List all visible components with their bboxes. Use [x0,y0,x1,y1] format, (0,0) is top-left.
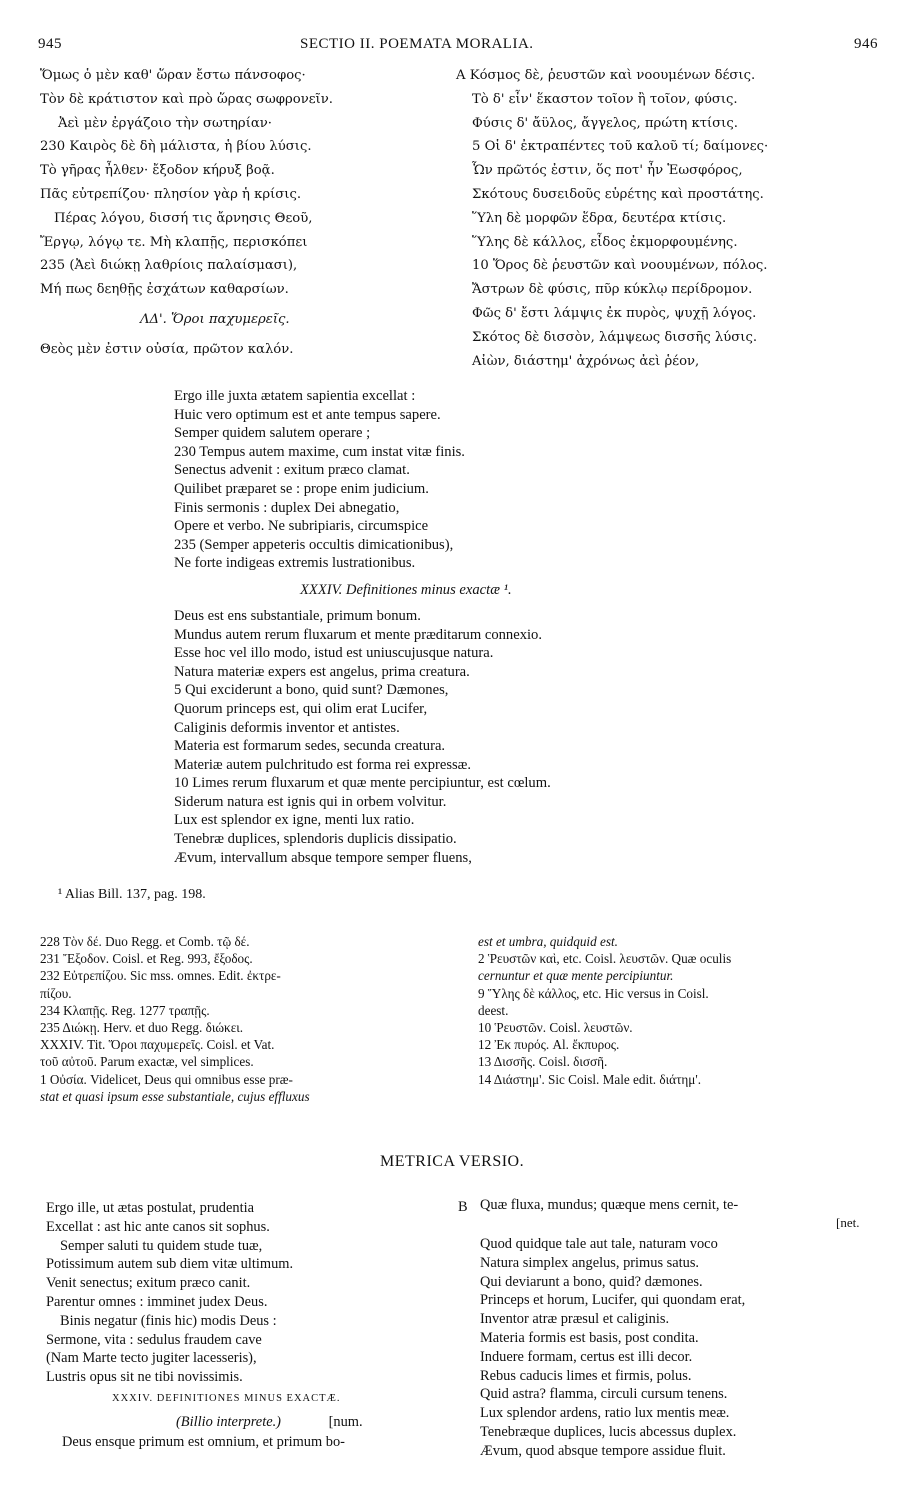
latin-line: Materiæ autem pulchritudo est forma rei expressæ. [174,756,472,773]
verse-line: Deus ensque primum est omnium, et primum bo- [62,1433,345,1450]
note-line: cernuntur et quæ mente percipiuntur. [478,968,674,984]
latin-line: Natura materiæ expers est angelus, prima creatura. [174,663,470,680]
latin-line: Ævum, intervallum absque tempore semper fluens, [174,849,472,866]
greek-line: Ὕλη δὲ μορφῶν ἕδρα, δευτέρα κτίσις. [472,210,727,226]
verse-line: Quod quidque tale aut tale, naturam voco [480,1236,718,1252]
latin-line: 230 Tempus autem maxime, cum instat vitæ finis. [174,443,465,460]
greek-line: 230 Καιρὸς δὲ δὴ μάλιστα, ἡ βίου λύσις. [40,139,312,155]
latin-line: Tenebræ duplices, splendoris duplicis dissipatio. [174,831,457,848]
latin-line: Opere et verbo. Ne subripiaris, circumspice [174,518,429,535]
greek-left-column [40,64,460,362]
latin-line: Siderum natura est ignis qui in orbem volvitur. [174,793,447,810]
greek-line: 5 Οἱ δ' ἐκτραπέντες τοῦ καλοῦ τί; δαίμονες· [472,139,769,155]
verse-line: Ævum, quod absque tempore assidue fluit. [480,1442,726,1459]
latin-line: Materia est formarum sedes, secunda creatura. [174,738,446,755]
note-line: 228 Τὸν δέ. Duo Regg. et Comb. τῷ δέ. [40,934,250,949]
note-line: τοῦ αὐτοῦ. Parum exactæ, vel simplices. [40,1054,254,1070]
metrica-section-title: XXXIV. DEFINITIONES MINUS EXACTÆ. [112,1392,341,1404]
verse-line: Materia formis est basis, post condita. [480,1329,699,1346]
greek-line: Ὕλης δὲ κάλλος, εἶδος ἐκμορφουμένης. [472,234,738,250]
verse-line: Princeps et horum, Lucifer, qui quondam erat, [480,1292,746,1309]
verse-line: Rebus caducis limes et firmis, polus. [480,1367,692,1384]
greek-line: Σκότος δὲ δισσὸν, λάμψεως δισσῆς λύσις. [472,329,758,345]
page-number-right: 946 [854,36,878,52]
interpreter-note: (Billio interprete.) [176,1413,281,1430]
note-line: πίζου. [40,985,72,1001]
greek-line: Τὸ γῆρας ἦλθεν· ἔξοδον κήρυξ βοᾷ. [40,163,275,179]
note-line: 235 Διώκῃ. Herv. et duo Regg. διώκει. [40,1019,244,1035]
greek-line: Ἀεὶ μὲν ἐργάζοιο τὴν σωτηρίαν· [58,115,272,131]
verse-line: Natura simplex angelus, primus satus. [480,1254,700,1271]
greek-right-column [456,64,876,373]
greek-line: 10 Ὅρος δὲ ῥευστῶν καὶ νοουμένων, πόλος. [472,258,768,274]
greek-line: Πέρας λόγου, δισσή τις ἄρνησις Θεοῦ, [54,210,313,226]
latin-line: 235 (Semper appeteris occultis dimicationibus), [174,536,454,553]
greek-line: Τὸν δὲ κράτιστον καὶ πρὸ ὥρας σωφρονεῖν. [40,91,333,107]
note-line: 13 Δισσῆς. Coisl. δισσῆ. [478,1054,608,1070]
greek-line: 235 (Ἀεὶ διώκῃ λαθρίοις παλαίσμασι), [40,258,298,274]
note-line: 234 Κλαπῇς. Reg. 1277 τραπῇς. [40,1002,210,1018]
verse-line: Sermone, vita : sedulus fraudem cave [46,1331,262,1348]
greek-line: Ὧν πρῶτός ἐστιν, ὅς ποτ' ἦν Ἑωσφόρος, [472,163,743,179]
verse-line: (Nam Marte tecto jugiter lacesseris), [46,1350,257,1367]
note-line: 231 Ἔξοδον. Coisl. et Reg. 993, ἔξοδος. [40,951,253,967]
note-line: 10 Ῥευστῶν. Coisl. λευστῶν. [478,1019,633,1035]
greek-line: Ἔργῳ, λόγῳ τε. Μὴ κλαπῇς, περισκόπει [40,234,308,250]
greek-line: Φύσις δ' ἄϋλος, ἄγγελος, πρώτη κτίσις. [472,115,738,131]
greek-line: Ἄστρων δὲ φύσις, πῦρ κύκλῳ περίδρομον. [472,282,753,298]
latin-line: Ne forte indigeas extremis lustrationibus. [174,555,416,572]
note-line: 232 Εὐτρεπίζου. Sic mss. omnes. Edit. ἐκτρε- [40,968,281,984]
note-line: 2 Ῥευστῶν καὶ, etc. Coisl. λευστῶν. Quæ oculis [478,951,732,967]
latin-line: Huic vero optimum est et ante tempus sapere. [174,406,441,423]
verse-line: Excellat : ast hic ante canos sit sophus. [46,1218,270,1235]
interpreter-continuation: [num. [328,1413,363,1430]
metrica-left-column [46,1199,456,1452]
greek-section-title: ΛΔ'. Ὅροι παχυμερεῖς. [140,311,290,327]
verse-line: Induere formam, certus est illi decor. [480,1348,693,1365]
verse-line: Quæ fluxa, mundus; quæque mens cernit, te- [480,1197,739,1213]
verse-line: Binis negatur (finis hic) modis Deus : [60,1312,277,1329]
greek-line: Σκότους δυσειδοῦς εὑρέτης καὶ προστάτης. [472,186,764,202]
latin-line: Deus est ens substantiale, primum bonum. [174,607,421,624]
latin-line: Lux est splendor ex igne, menti lux ratio. [174,812,415,829]
verse-line: Semper saluti tu quidem stude tuæ, [60,1237,263,1254]
metrica-right-column [480,1235,890,1461]
alias-footnote: ¹ Alias Bill. 137, pag. 198. [58,887,206,902]
metrica-title: METRICA VERSIO. [380,1153,525,1170]
latin-line: 10 Limes rerum fluxarum et quæ mente percipiuntur, est cœlum. [174,775,551,792]
latin-section-title: XXXIV. Definitiones minus exactæ ¹. [300,581,512,598]
note-line: deest. [478,1002,509,1018]
greek-line: Θεὸς μὲν ἐστιν οὐσία, πρῶτον καλόν. [40,341,294,357]
greek-line: Ὅμως ὁ μὲν καθ' ὥραν ἔστω πάνσοφος· [40,68,306,83]
running-title: SECTIO II. POEMATA MORALIA. [300,36,534,52]
latin-line: Esse hoc vel illo modo, istud est uniuscujusque natura. [174,645,494,662]
verse-line: Lux splendor ardens, ratio lux mentis meæ. [480,1405,730,1422]
latin-line: Ergo ille juxta ætatem sapientia excellat : [174,388,416,404]
greek-line: A Κόσμος δὲ, ῥευστῶν καὶ νοουμένων δέσις. [456,68,756,83]
latin-line: Mundus autem rerum fluxarum et mente præditarum connexio. [174,626,542,643]
verse-line: Inventor atræ præsul et caliginis. [480,1311,670,1328]
verse-line: Lustris opus sit ne tibi novissimis. [46,1369,243,1386]
metrica-interpreter-line [46,1411,456,1433]
latin-translation [174,387,551,867]
latin-line: Finis sermonis : duplex Dei abnegatio, [174,499,400,516]
verse-line: Parentur omnes : imminet judex Deus. [46,1293,268,1310]
latin-line: Semper quidem salutem operare ; [174,425,371,442]
verse-continuation: [net. [836,1215,860,1230]
greek-line: Τὸ δ' εἶν' ἕκαστον τοῖον ἢ τοῖον, φύσις. [472,91,738,107]
greek-line: Φῶς δ' ἔστι λάμψις ἐκ πυρὸς, ψυχῇ λόγος. [472,305,757,321]
latin-line: Quorum princeps est, qui olim erat Lucifer, [174,700,428,717]
note-line: 12 Ἐκ πυρός. Al. ἔκπυρος. [478,1037,620,1053]
verse-line: Potissimum autem sub diem vitæ ultimum. [46,1256,294,1273]
note-line: 14 Διάστημ'. Sic Coisl. Male edit. διάτημ'. [478,1071,702,1087]
latin-line: Quilibet præparet se : prope enim judicium. [174,480,429,497]
verse-line: Tenebræque duplices, lucis abcessus duplex. [480,1423,737,1440]
notes-right-column [478,933,898,1088]
column-marker: B [458,1199,468,1215]
latin-line: Senectus advenit : exitum præco clamat. [174,462,410,479]
note-line: XXXIV. Tit. Ὅροι παχυμερεῖς. Coisl. et Vat. [40,1037,275,1053]
latin-line: Caliginis deformis inventor et antistes. [174,719,400,736]
greek-line: Πᾶς εὐτρεπίζου· πλησίον γὰρ ἡ κρίσις. [40,186,302,202]
verse-line: Quid astra? flamma, circuli cursum tenens. [480,1386,728,1403]
greek-line: Μή πως δεηθῇς ἐσχάτων καθαρσίων. [40,282,289,298]
verse-line: Qui deviarunt a bono, quid? dæmones. [480,1273,703,1290]
note-line: 9 Ὕλης δὲ κάλλος, etc. Hic versus in Coisl. [478,985,709,1001]
page-number-left: 945 [38,36,62,52]
notes-left-column [40,933,460,1105]
note-line: stat et quasi ipsum esse substantiale, cujus effluxus [40,1088,310,1104]
note-line: 1 Οὐσία. Videlicet, Deus qui omnibus esse præ- [40,1071,293,1087]
latin-line: 5 Qui exciderunt a bono, quid sunt? Dæmones, [174,682,449,699]
verse-line: Ergo ille, ut ætas postulat, prudentia [46,1200,254,1216]
greek-line: Αἰὼν, διάστημ' ἀχρόνως ἀεὶ ῥέον, [472,353,700,369]
verse-line: Venit senectus; exitum præco canit. [46,1275,251,1292]
note-line: est et umbra, quidquid est. [478,934,618,949]
